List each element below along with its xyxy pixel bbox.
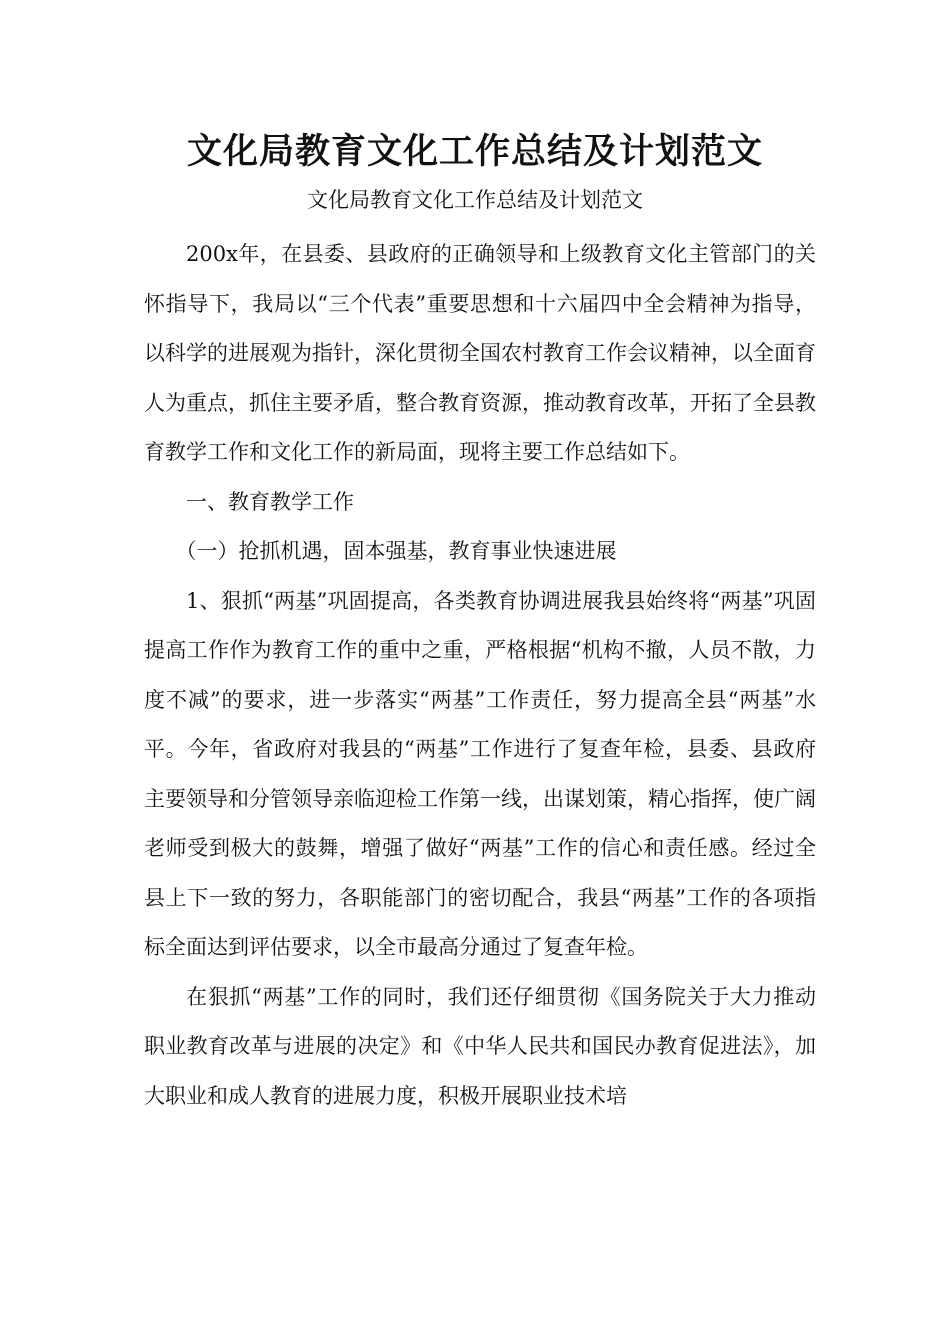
document-body [144, 230, 816, 1121]
document-title: 文化局教育文化工作总结及计划范文 [186, 131, 763, 172]
document-subtitle: 文化局教育文化工作总结及计划范文 [307, 188, 643, 212]
body-paragraph: 在狠抓“两基”工作的同时，我们还仔细贯彻《国务院关于大力推动职业教育改革与进展的决定》和《中华人民共和国民办教育促进法》，加大职业和成人教育的进展力度，积极开展职业技术培 [144, 984, 816, 1108]
intro-paragraph: 200x年，在县委、县政府的正确领导和上级教育文化主管部门的关怀指导下，我局以“三个代表”重要思想和十六届四中全会精神为指导，以科学的进展观为指针，深化贯彻全国农村教育工作会议精神，以全面育人为重点，抓住主要矛盾，整合教育资源，推动教育改革，开拓了全县教育教学工作和文化工作的新局面，现将主要工作总结如下。 [144, 242, 816, 464]
section-heading: 一、教育教学工作 [186, 489, 354, 514]
subsection-heading: （一）抢抓机遇，固本强基，教育事业快速进展 [175, 539, 617, 563]
body-paragraph: 1、狠抓“两基”巩固提高，各类教育协调进展我县始终将“两基”巩固提高工作作为教育工作的重中之重，严格根据“机构不撤，人员不散，力度不减”的要求，进一步落实“两基”工作责任，努力提高全县“两基”水平。今年，省政府对我县的“两基”工作进行了复查年检，县委、县政府主要领导和分管领导亲临迎检工作第一线，出谋划策，精心指挥，使广阔老师受到极大的鼓舞，增强了做好“两基”工作的信心和责任感。经过全县上下一致的努力，各职能部门的密切配合，我县“两基”工作的各项指标全面达到评估要求，以全市最高分通过了复查年检。 [144, 588, 816, 959]
